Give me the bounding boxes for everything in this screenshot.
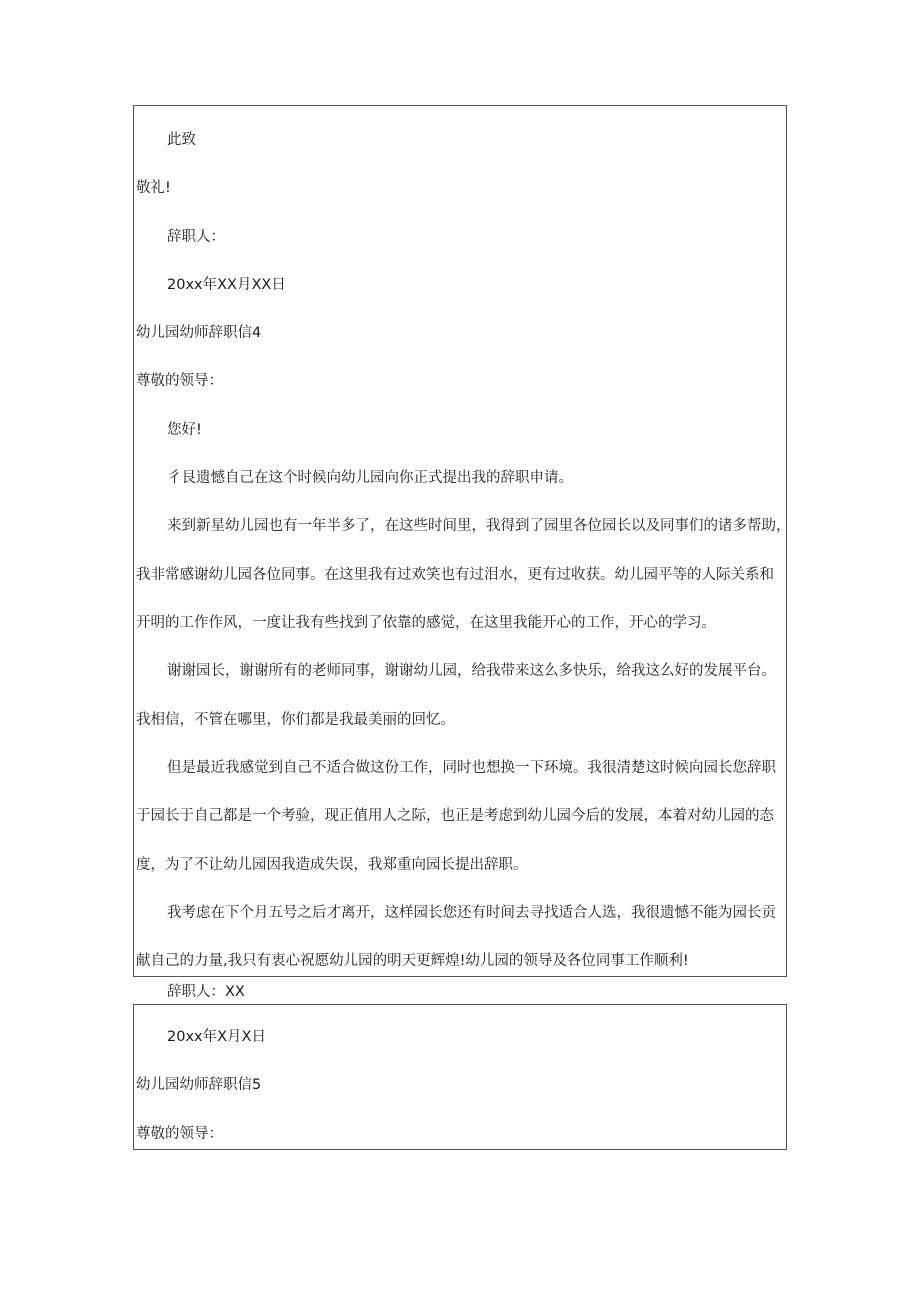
letter-title-4: 幼儿园幼师辞职信4 xyxy=(136,325,262,341)
date-line: 20xx年X月X日 xyxy=(167,1029,266,1045)
resigner-signature: 辞职人：XX xyxy=(167,984,245,1000)
paragraph-line: 谢谢园长，谢谢所有的老师同事，谢谢幼儿园，给我带来这么多快乐，给我这么好的发展平台。 xyxy=(167,663,776,679)
paragraph-line: 我非常感谢幼儿园各位同事。在这里我有过欢笑也有过泪水，更有过收获。幼儿园平等的人际关系和 xyxy=(136,567,774,583)
letter-greeting: 尊敬的领导： xyxy=(136,373,223,389)
closing-phrase: 此致 xyxy=(167,132,196,148)
resigner-label: 辞职人： xyxy=(167,229,225,245)
text-frame-top xyxy=(133,105,787,977)
letter-greeting: 尊敬的领导： xyxy=(136,1126,223,1142)
paragraph-line: 献自己的力量,我只有衷心祝愿幼儿园的明天更辉煌!幼儿园的领导及各位同事工作顺利! xyxy=(136,953,689,969)
paragraph-line: 度，为了不让幼儿园因我造成失误，我郑重向园长提出辞职。 xyxy=(136,857,528,873)
paragraph-line: 于园长于自己都是一个考验，现正值用人之际，也正是考虑到幼儿园今后的发展，本着对幼儿园的态 xyxy=(136,808,774,824)
paragraph-line: 来到新星幼儿园也有一年半多了，在这些时间里，我得到了园里各位园长以及同事们的诸多帮助， xyxy=(167,518,791,534)
date-line: 20xx年XX月XX日 xyxy=(167,277,286,293)
paragraph-line: 但是最近我感觉到自己不适合做这份工作，同时也想换一下环境。我很清楚这时候向园长您辞职 xyxy=(167,760,776,776)
paragraph-line: 开明的工作作风，一度让我有些找到了依靠的感觉，在这里我能开心的工作，开心的学习。 xyxy=(136,615,716,631)
letter-title-5: 幼儿园幼师辞职信5 xyxy=(136,1077,262,1093)
paragraph-line: 我相信，不管在哪里，你们都是我最美丽的回忆。 xyxy=(136,712,455,728)
paragraph-line: 我考虑在下个月五号之后才离开，这样园长您还有时间去寻找适合人选，我很遗憾不能为园长贡 xyxy=(167,905,776,921)
paragraph-line: 彳艮遗憾自己在这个时候向幼儿园向你正式提出我的辞职申请。 xyxy=(167,470,573,486)
greeting-hello: 您好! xyxy=(167,422,202,438)
salutation-respect: 敬礼! xyxy=(136,180,171,196)
